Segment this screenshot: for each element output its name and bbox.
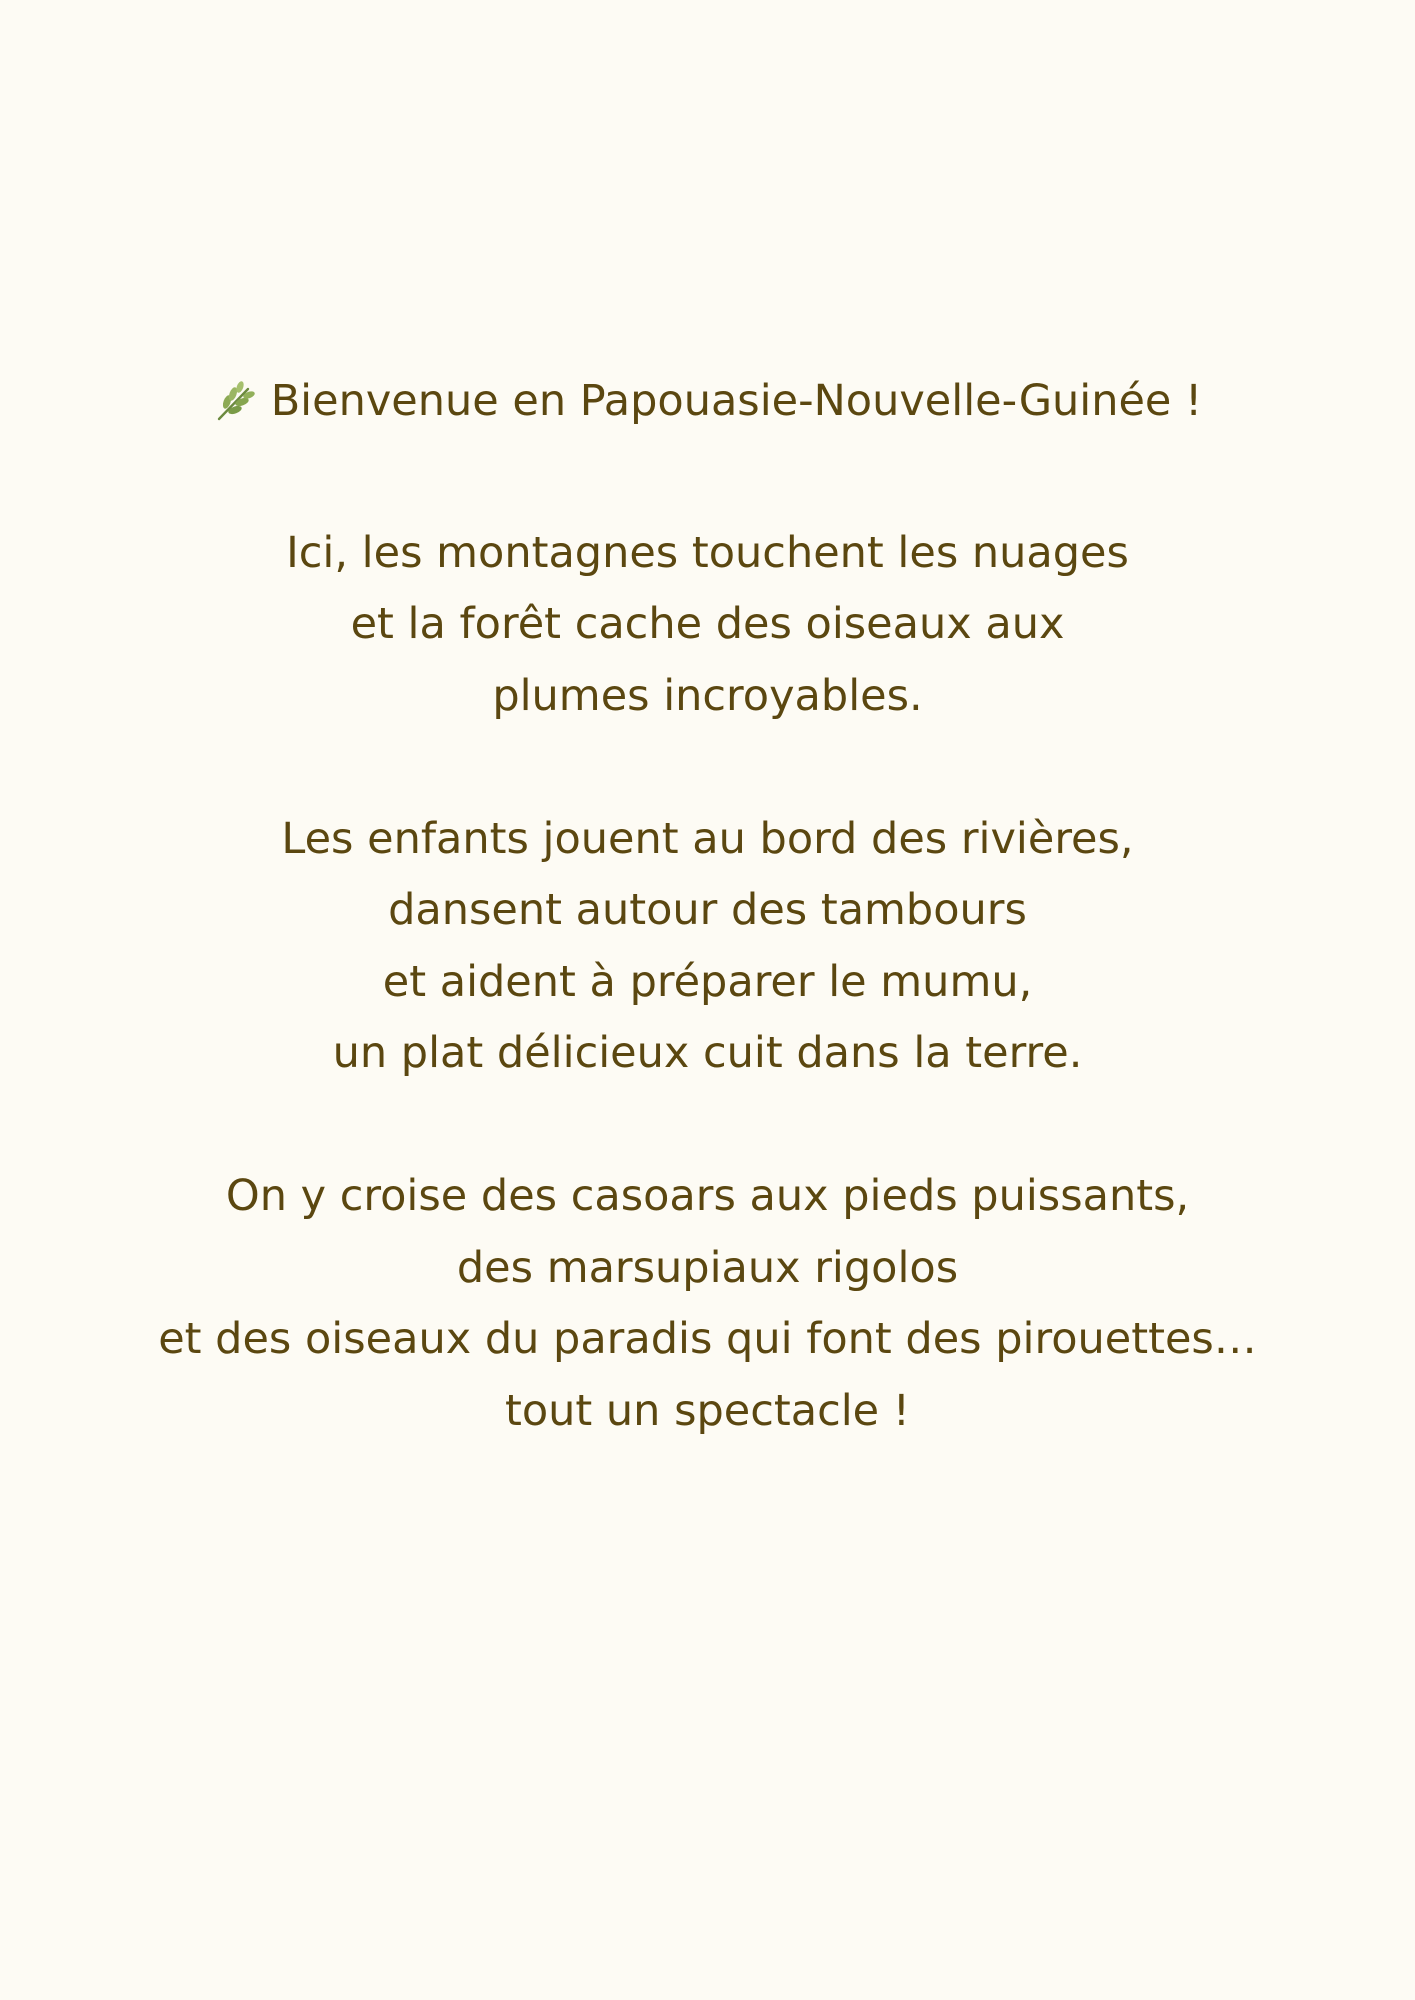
paragraph-spacer (0, 1090, 1415, 1162)
text-line: des marsupiaux rigolos (456, 1242, 959, 1293)
title-wrapper (213, 366, 1203, 438)
text-line: et des oiseaux du paradis qui font des pirouettes… (158, 1314, 1257, 1365)
title-line (0, 366, 1415, 446)
paragraph-spacer (0, 446, 1415, 518)
text-line: tout un spectacle ! (504, 1385, 911, 1436)
story-text (0, 366, 1415, 1447)
text-line: Ici, les montagnes touchent les nuages (286, 527, 1129, 578)
text-line: un plat délicieux cuit dans la terre. (332, 1028, 1083, 1079)
text-line: et la forêt cache des oiseaux aux (350, 599, 1065, 650)
herb-icon (213, 380, 257, 424)
text-line: dansent autour des tambours (388, 885, 1027, 936)
paragraph-spacer (0, 732, 1415, 804)
text-line: plumes incroyables. (492, 670, 923, 721)
text-line: Les enfants jouent au bord des rivières, (281, 813, 1134, 864)
text-line: On y croise des casoars aux pieds puissants, (225, 1171, 1190, 1222)
text-line: et aident à préparer le mumu, (382, 956, 1033, 1007)
page-title: Bienvenue en Papouasie-Nouvelle-Guinée ! (270, 376, 1203, 426)
